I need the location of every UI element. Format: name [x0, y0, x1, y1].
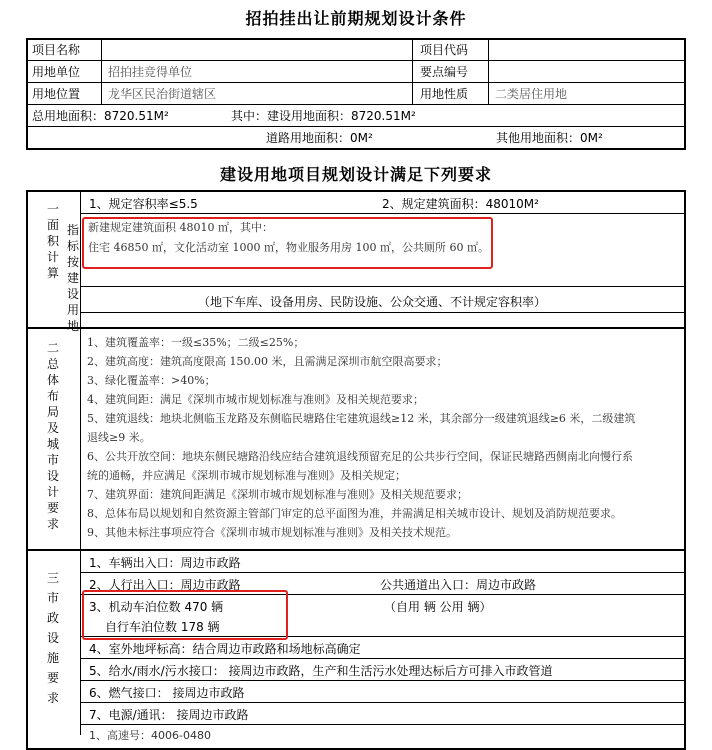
- location-value: 龙华区民治街道辖区: [108, 87, 217, 101]
- gas-connection: 6、燃气接口： 接周边市政路: [89, 686, 245, 700]
- highlight-gfa-detail: [82, 217, 493, 269]
- outdoor-elevation: 4、室外地坪标高：结合周边市政路和场地标高确定: [89, 642, 361, 656]
- highlight-parking: [82, 590, 288, 640]
- land-nature-value: 二类居住用地: [495, 87, 568, 101]
- gfa-detail-line2: 住宅 46850 ㎡，文化活动室 1000 ㎡，物业服务用房 100 ㎡，公共厕所 60 ㎡。: [88, 241, 489, 254]
- excluded-note: （地下车库、设备用房、民防设施、公众交通、不计规定容积率）: [198, 295, 547, 309]
- layout-item: 退线≥9 米。: [87, 431, 151, 444]
- gfa-requirement: 2、规定建筑面积：48010M²: [382, 197, 539, 211]
- other-area: 其他用地面积：0M²: [496, 131, 603, 145]
- land-nature-label: 用地性质: [420, 87, 469, 101]
- gfa-detail-line1: 新建规定建筑面积 48010 ㎡，其中：: [88, 221, 273, 234]
- public-passage-entry: 公共通道出入口：周边市政路: [380, 578, 537, 592]
- total-area: 总用地面积：8720.51M²: [32, 109, 169, 123]
- layout-item: 5、建筑退线：地块北侧临玉龙路及东侧临民塘路住宅建筑退线≥12 米，其余部分一级建筑退线≥6 米，二级建筑: [87, 412, 636, 425]
- document-title: 招拍挂出让前期规划设计条件: [245, 9, 467, 28]
- layout-item: 8、总体布局以规划和自然资源主管部门审定的总平面图为准，并需满足相关城市设计、规划及消防规范要求。: [87, 507, 622, 520]
- road-area: 道路用地面积：0M²: [266, 131, 373, 145]
- layout-item: 4、建筑间距：满足《深圳市城市规划标准与准则》及相关规范要求；: [87, 393, 424, 406]
- project-code-label: 项目代码: [420, 43, 469, 57]
- project-name-label: 项目名称: [32, 43, 81, 57]
- point-code-label: 要点编号: [420, 65, 469, 79]
- requirements-title: 建设用地项目规划设计满足下列要求: [219, 165, 492, 184]
- pedestrian-entry: 2、人行出入口：周边市政路: [89, 578, 241, 592]
- section2-label: 二总体布局及城市设计要求: [46, 341, 59, 531]
- layout-item: 9、其他未标注事项应符合《深圳市城市规划标准与准则》及相关技术规范。: [87, 526, 457, 539]
- water-connection: 5、给水/雨水/污水接口： 接周边市政路，生产和生活污水处理达标后方可排入市政管道: [89, 664, 553, 678]
- location-label: 用地位置: [32, 87, 81, 101]
- own-public-parking: （自用 辆 公用 辆）: [384, 600, 492, 614]
- power-connection: 7、电源/通讯： 接周边市政路: [89, 708, 249, 722]
- section1-label: 一面积计算: [46, 202, 59, 280]
- vehicle-entry: 1、车辆出入口：周边市政路: [89, 556, 241, 570]
- layout-item: 3、绿化覆盖率：>40%；: [87, 374, 216, 387]
- section3-label: 三市政设施要求: [46, 571, 59, 705]
- motor-parking: 3、机动车泊位数 470 辆: [89, 600, 224, 614]
- layout-item: 6、公共开放空间：地块东侧民塘路沿线应结合建筑退线预留充足的公共步行空间，保证民塘路西侧南北向慢行系: [87, 450, 633, 463]
- layout-item: 2、建筑高度：建筑高度限高 150.00 米，且需满足深圳市航空限高要求；: [87, 355, 448, 368]
- far-requirement: 1、规定容积率≤5.5: [89, 197, 198, 211]
- bike-parking: 自行车泊位数 178 辆: [105, 620, 220, 634]
- construction-area: 其中：建设用地面积：8720.51M²: [231, 109, 416, 123]
- layout-item: 统的通畅，并应满足《深圳市城市规划标准与准则》及相关规定；: [87, 469, 406, 482]
- truncated-row: 1、高速号：4006-0480: [89, 729, 211, 742]
- land-unit-value: 招拍挂竞得单位: [108, 65, 193, 79]
- section1-sub-label: 指标按建设用地: [66, 223, 79, 333]
- layout-item: 1、建筑覆盖率：一级≤35%；二级≤25%；: [87, 336, 305, 349]
- land-unit-label: 用地单位: [32, 65, 81, 79]
- layout-item: 7、建筑界面：建筑间距满足《深圳市城市规划标准与准则》及相关规范要求；: [87, 488, 468, 501]
